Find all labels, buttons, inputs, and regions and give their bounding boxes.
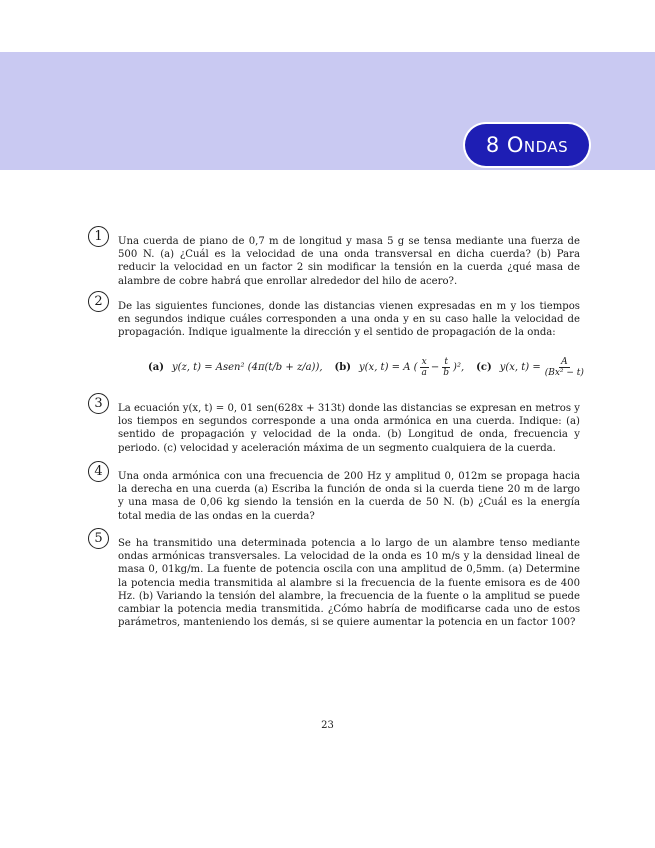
- formula-b: [335, 357, 465, 378]
- problem-4: [88, 461, 580, 523]
- chapter-title: 8 Ondas: [465, 124, 589, 166]
- problem-number: 1: [88, 226, 109, 247]
- formula-label: (c): [476, 361, 492, 373]
- problem-text: Una onda armónica con una frecuencia de 200 Hz y amplitud 0, 012m se propaga hacia la derecha en una cuerda (a) Escriba la función de onda si la cuerda tiene 20 m de largo y una masa de 0,06 kg siendo la tensión en la cuerda de 50 N. (b) ¿Cuál es la energía total media de las ondas en la cuerda?: [118, 471, 580, 522]
- minus-sign: −: [430, 361, 440, 373]
- fraction: [543, 357, 586, 378]
- formula-expr: y(z, t) = Asen² (4π(t/b + z/a)),: [171, 361, 323, 373]
- formula-rhs: )²,: [453, 361, 465, 373]
- formula-lhs: y(x, t) = A (: [359, 361, 418, 373]
- problem-3: [88, 393, 580, 455]
- formula-c: [476, 357, 588, 378]
- problem-number: 3: [88, 393, 109, 414]
- fraction-denominator: (Bx² − t): [544, 367, 584, 378]
- page-number: 23: [321, 720, 334, 731]
- problem-text: De las siguientes funciones, donde las distancias vienen expresadas en m y los tiempos en segundos indique cuáles corresponden a una onda y en su caso halle la velocidad de propagación. Indique igualmente la dirección y el sentido de propagación de la onda:: [118, 301, 580, 339]
- formula-a: [148, 362, 323, 373]
- fraction-denominator: a: [421, 367, 427, 378]
- fraction-numerator: t: [444, 356, 448, 367]
- fraction: [441, 357, 451, 378]
- fraction-numerator: A: [561, 356, 568, 367]
- formula-row: [148, 352, 584, 382]
- problem-number: 5: [88, 528, 109, 549]
- problem-number: 2: [88, 291, 109, 312]
- formula-label: (a): [148, 361, 164, 373]
- problem-text: Una cuerda de piano de 0,7 m de longitud y masa 5 g se tensa mediante una fuerza de 500 N. (a) ¿Cuál es la velocidad de una onda transversal en dicha cuerda? (b) Para reducir la velocidad en un factor 2 sin modificar la tensión en la cuerda ¿qué masa de alambre de cobre habrá que enrollar alrededor del hilo de acero?.: [118, 236, 580, 287]
- problem-number: 4: [88, 461, 109, 482]
- problem-5: [88, 528, 580, 629]
- problem-text: Se ha transmitido una determinada potencia a lo largo de un alambre tenso mediante ondas armónicas transversales. La velocidad de la onda es 10 m/s y la densidad lineal de masa 0, 01kg/m. La fuente de potencia oscila con una amplitud de 0,5mm. (a) Determine la potencia media transmitida al alambre si la frecuencia de la fuente emisora es de 400 Hz. (b) Variando la tensión del alambre, la frecuencia de la fuente o la amplitud se puede cambiar la potencia media transmitida. ¿Cómo habría de modificarse cada uno de estos parámetros, manteniendo los demás, si se quiere aumentar la potencia en un factor 100?: [118, 538, 580, 629]
- problem-2: [88, 291, 580, 340]
- fraction-numerator: x: [421, 356, 427, 367]
- formula-label: (b): [334, 361, 351, 373]
- problem-1: [88, 226, 580, 288]
- problem-text: La ecuación y(x, t) = 0, 01 sen(628x + 313t) donde las distancias se expresan en metros y los tiempos en segundos corresponde a una onda armónica en una cuerda. Indique: (a) sentido de propagación y velocidad de la onda. (b) Longitud de onda, frecuencia y periodo. (c) velocidad y aceleración máxima de un segmento cualquiera de la cuerda.: [118, 403, 580, 454]
- formula-lhs: y(x, t) =: [499, 361, 541, 373]
- fraction-denominator: b: [443, 367, 450, 378]
- fraction: [420, 357, 429, 378]
